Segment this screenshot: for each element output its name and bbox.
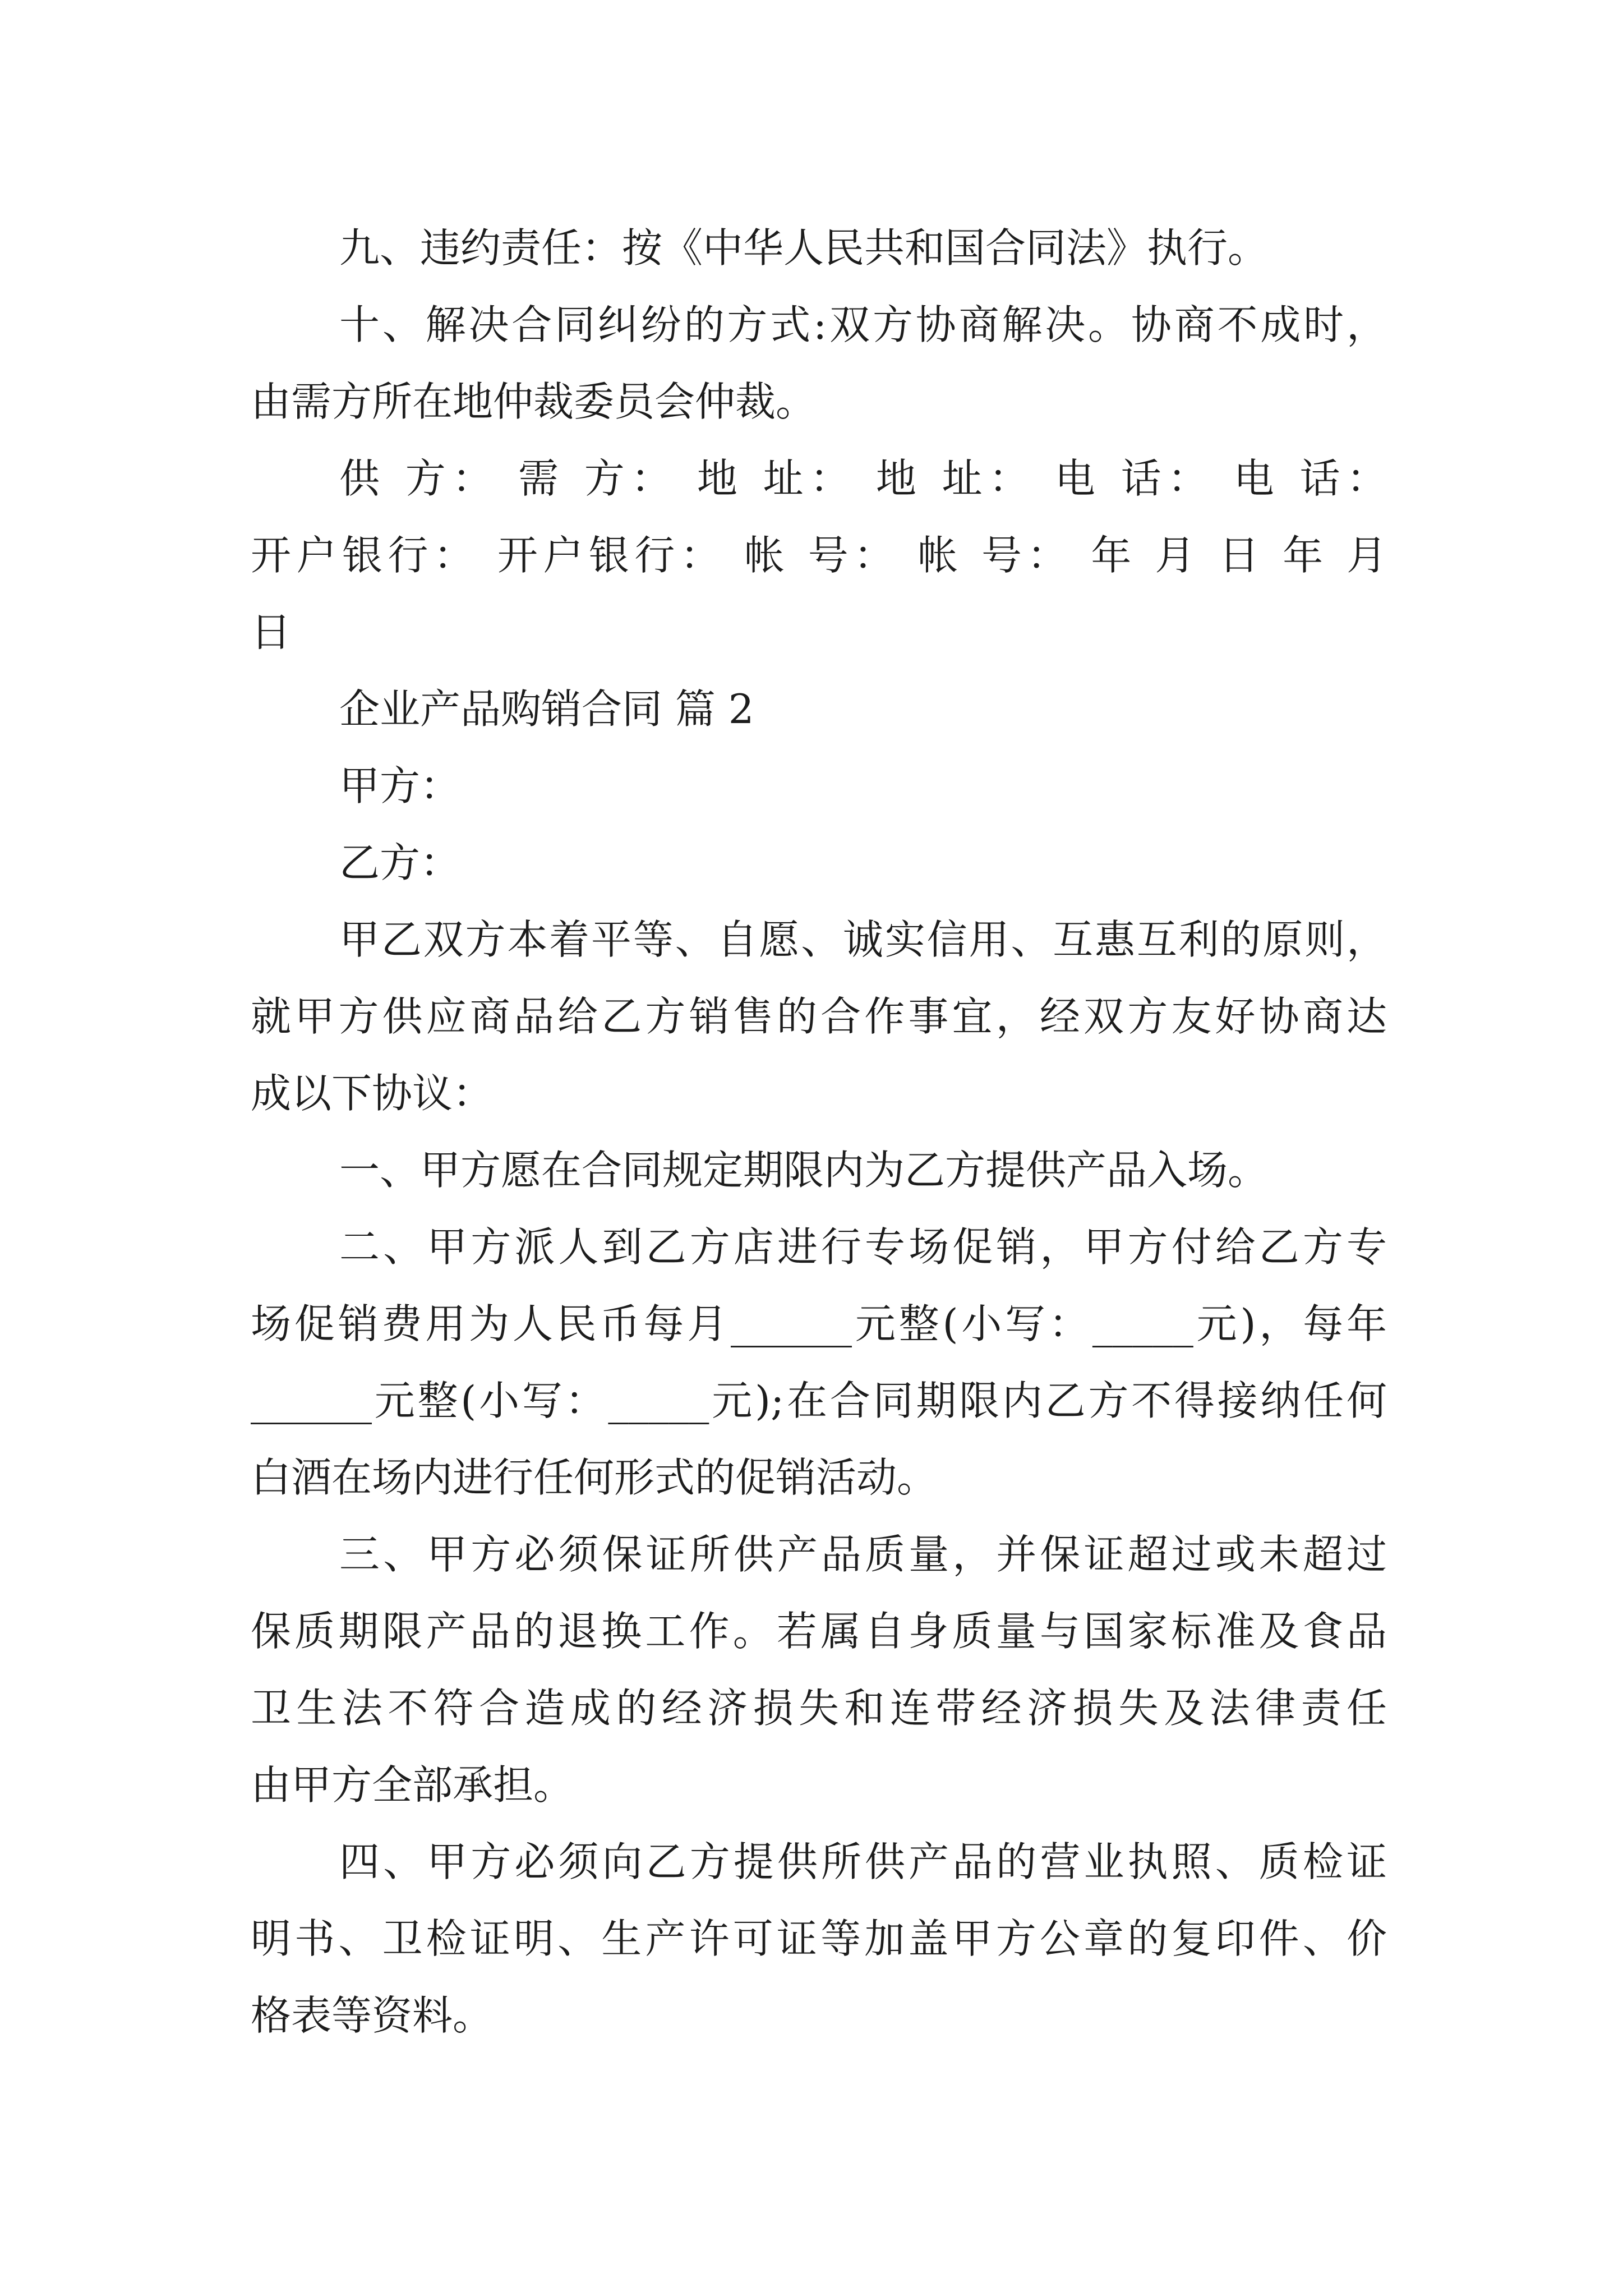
text-line: 格表等资料。 <box>251 1992 494 2039</box>
preamble <box>251 901 1387 1132</box>
party-a-field <box>251 748 1387 825</box>
text-line: 企业产品购销合同 篇 2 <box>339 685 754 733</box>
section-title <box>251 671 1387 748</box>
text-line: 三、甲方必须保证所供产品质量，并保证超过或未超过 <box>339 1531 1387 1578</box>
text-line: 场促销费用为人民币每月______元整(小写：_____元)，每年 <box>251 1300 1387 1347</box>
text-line: 四、甲方必须向乙方提供所供产品的营业执照、质检证 <box>339 1838 1387 1885</box>
party-b-field <box>251 825 1387 901</box>
text-line: ______元整(小写：_____元);在合同期限内乙方不得接纳任何 <box>251 1377 1387 1424</box>
clause-1 <box>251 1132 1387 1209</box>
text-line: 开户银行： 开户银行： 帐 号： 帐 号： 年 月 日 年 月 <box>251 532 1387 579</box>
text-line: 白酒在场内进行任何形式的促销活动。 <box>251 1454 938 1501</box>
text-line: 甲方： <box>339 762 461 809</box>
text-line: 成以下协议： <box>251 1070 494 1117</box>
text-line: 明书、卫检证明、生产许可证等加盖甲方公章的复印件、价 <box>251 1915 1387 1962</box>
clause-3 <box>251 1516 1387 1824</box>
text-line: 卫生法不符合造成的经济损失和连带经济损失及法律责任 <box>251 1685 1387 1732</box>
text-line: 十、解决合同纠纷的方式:双方协商解决。协商不成时， <box>339 301 1387 348</box>
text-line: 由需方所在地仲裁委员会仲裁。 <box>251 378 817 425</box>
text-line: 由甲方全部承担。 <box>251 1761 574 1809</box>
text-line: 供 方： 需 方： 地 址： 地 址： 电 话： 电 话： <box>339 455 1387 502</box>
text-line: 甲乙双方本着平等、自愿、诚实信用、互惠互利的原则， <box>339 916 1387 963</box>
clause-9-breach-liability <box>251 210 1387 287</box>
text-line: 就甲方供应商品给乙方销售的合作事宜，经双方友好协商达 <box>251 993 1387 1040</box>
signature-fields <box>251 440 1387 671</box>
text-line: 九、违约责任：按《中华人民共和国合同法》执行。 <box>339 224 1269 272</box>
clause-2 <box>251 1209 1387 1516</box>
text-line: 二、甲方派人到乙方店进行专场促销，甲方付给乙方专 <box>339 1223 1387 1271</box>
text-line: 一、甲方愿在合同规定期限内为乙方提供产品入场。 <box>339 1147 1269 1194</box>
clause-10-dispute-resolution <box>251 287 1387 440</box>
contract-body <box>251 210 1387 2054</box>
clause-4 <box>251 1824 1387 2054</box>
text-line: 日 <box>251 609 292 656</box>
text-line: 保质期限产品的退换工作。若属自身质量与国家标准及食品 <box>251 1608 1387 1655</box>
text-line: 乙方： <box>339 839 461 886</box>
